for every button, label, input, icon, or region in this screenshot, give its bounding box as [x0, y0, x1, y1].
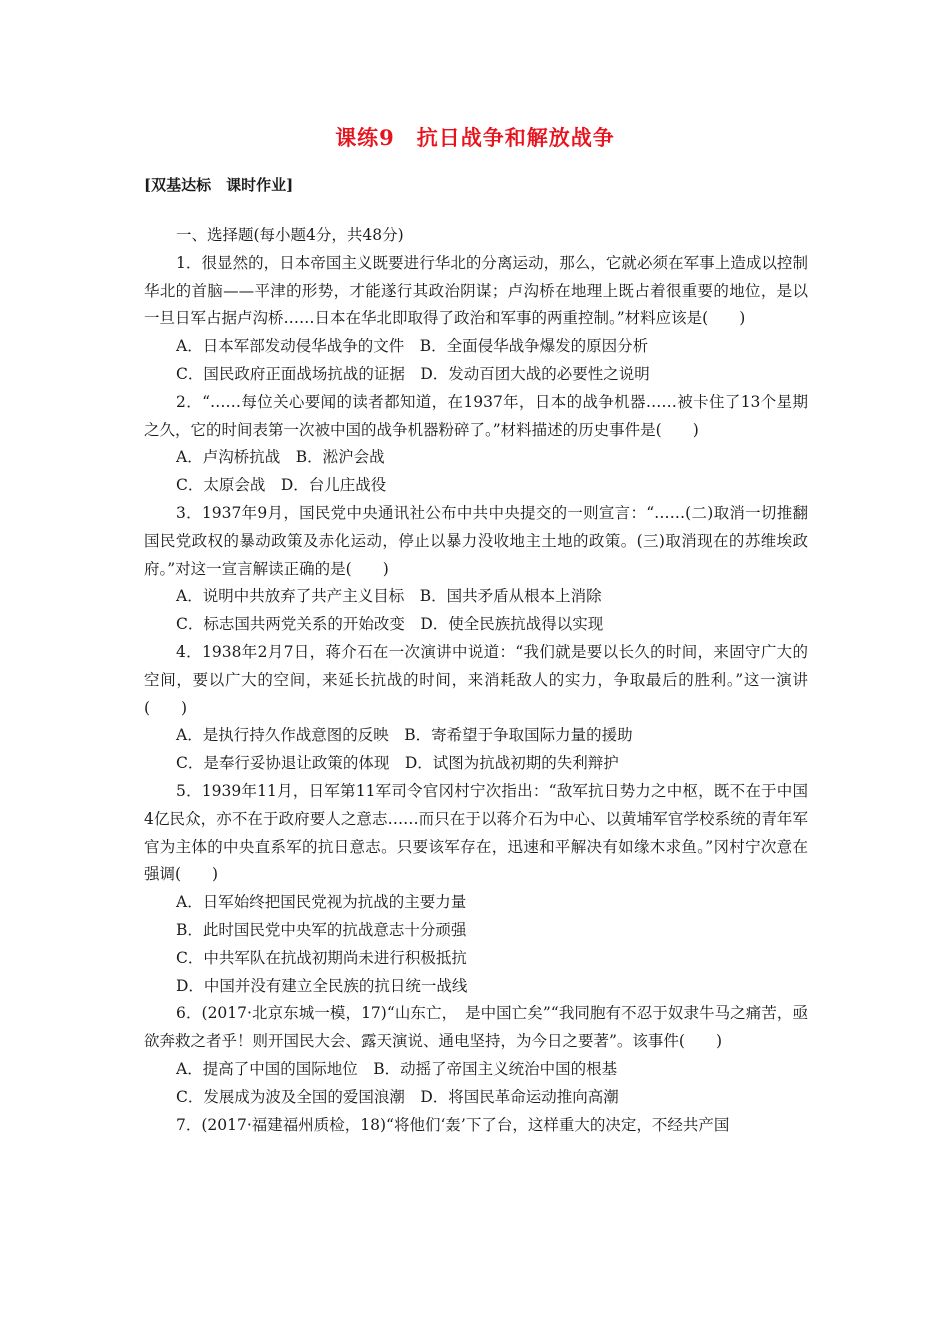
answer-options: C．发展成为波及全国的爱国浪潮 D．将国民革命运动推向高潮: [176, 1087, 619, 1106]
answer-options: C．中共军队在抗战初期尚未进行积极抵抗: [176, 948, 467, 967]
answer-options: C．国民政府正面战场抗战的证据 D．发动百团大战的必要性之说明: [176, 364, 650, 383]
question-text: 1．很显然的，日本帝国主义既要进行华北的分离运动，那么，它就必须在军事上造成以控制华北的首脑——平津的形势，才能遂行其政治阴谋；卢沟桥在地理上既占着很重要的地位，是以一旦日军占据卢沟桥……日本在华北即取得了政治和军事的两重控制。”材料应该是( ): [144, 253, 808, 328]
question-text: 4．1938年2月7日，蒋介石在一次演讲中说道：“我们就是要以长久的时间，来固守广大的空间，要以广大的空间，来延长抗战的时间，来消耗敌人的实力，争取最后的胜利。”这一演讲( ): [144, 642, 808, 717]
question-text: 6．(2017·北京东城一模，17)“山东亡， 是中国亡矣”“我同胞有不忍于奴隶牛马之痛苦，亟欲奔救之者乎！则开国民大会、露天演说、通电坚持，为今日之要著”。该事件( ): [144, 1004, 808, 1051]
answer-options: A．卢沟桥抗战 B．淞沪会战: [176, 448, 385, 467]
answer-options: A．是执行持久作战意图的反映 B．寄希望于争取国际力量的援助: [176, 726, 633, 745]
answer-options: A．日本军部发动侵华战争的文件 B．全面侵华战争爆发的原因分析: [176, 337, 649, 356]
answer-options: C．标志国共两党关系的开始改变 D．使全民族抗战得以实现: [176, 615, 604, 634]
section-heading: 一、选择题(每小题4分，共48分): [176, 226, 404, 244]
page-title: 课练9 抗日战争和解放战争: [335, 125, 615, 150]
answer-options: C．太原会战 D．台儿庄战役: [176, 476, 387, 495]
answer-options: B．此时国民党中央军的抗战意志十分顽强: [176, 920, 467, 939]
question-text: 2．“……每位关心要闻的读者都知道，在1937年，日本的战争机器……被卡住了13个星期之久，它的时间表第一次被中国的战争机器粉碎了。”材料描述的历史事件是( ): [144, 392, 808, 439]
question-list: [144, 222, 808, 1139]
answer-options: A．说明中共放弃了共产主义目标 B．国共矛盾从根本上消除: [176, 587, 602, 606]
section-tag: [双基达标 课时作业]: [144, 176, 294, 194]
answer-options: A．提高了中国的国际地位 B．动摇了帝国主义统治中国的根基: [176, 1059, 618, 1078]
question-text: 5．1939年11月，日军第11军司令官冈村宁次指出：“敌军抗日势力之中枢，既不在于中国4亿民众，亦不在于政府要人之意志……而只在于以蒋介石为中心、以黄埔军官学校系统的青年军官为主体的中央直系军的抗日意志。只要该军存在，迅速和平解决有如缘木求鱼。”冈村宁次意在强调( ): [144, 781, 808, 884]
answer-options: C．是奉行妥协退让政策的体现 D．试图为抗战初期的失利辩护: [176, 754, 619, 773]
question-text: 7．(2017·福建福州质检，18)“将他们‘轰’下了台，这样重大的决定，不经共产国: [176, 1115, 730, 1134]
question-text: 3．1937年9月，国民党中央通讯社公布中共中央提交的一则宣言：“……(二)取消一切推翻国民党政权的暴动政策及赤化运动，停止以暴力没收地主土地的政策。(三)取消现在的苏维埃政府。”对这一宣言解读正确的是( ): [144, 503, 808, 578]
answer-options: A．日军始终把国民党视为抗战的主要力量: [176, 893, 467, 912]
answer-options: D．中国并没有建立全民族的抗日统一战线: [176, 976, 468, 995]
